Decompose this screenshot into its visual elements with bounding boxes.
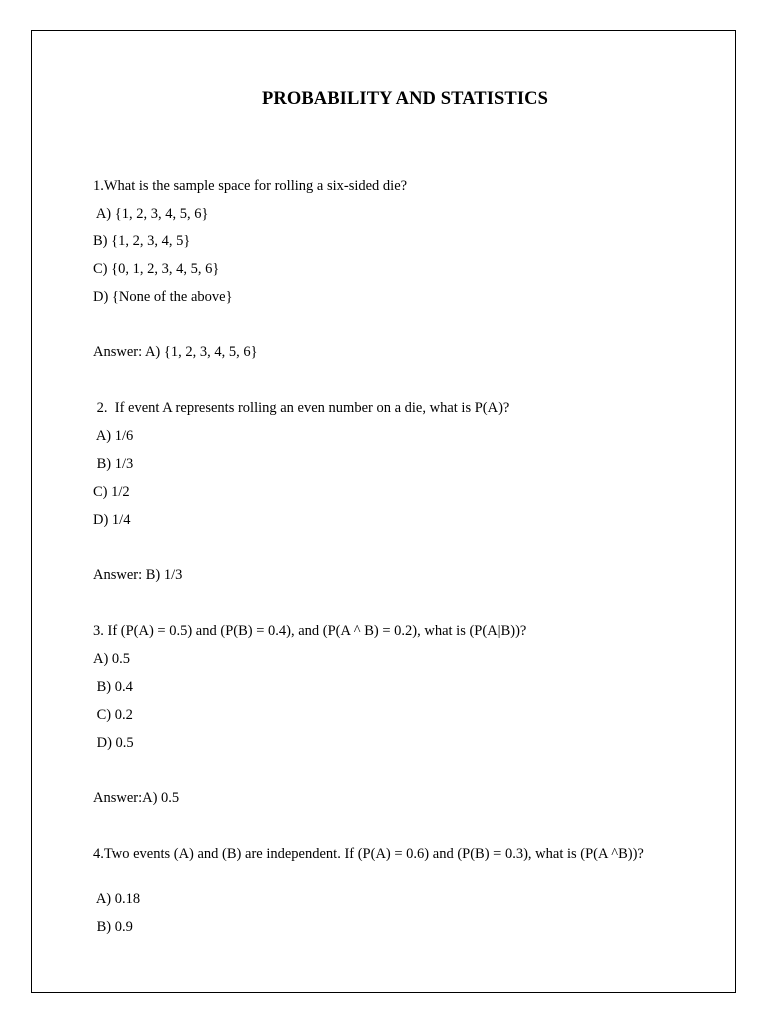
question-3-option-d: D) 0.5 xyxy=(93,735,134,751)
question-4-option-b: B) 0.9 xyxy=(93,919,133,935)
question-2-answer: Answer: B) 1/3 xyxy=(93,567,183,583)
question-2-option-b: B) 1/3 xyxy=(93,456,134,472)
question-3-option-a: A) 0.5 xyxy=(93,651,131,667)
question-4-option-a: A) 0.18 xyxy=(93,891,141,907)
question-1-option-b: B) {1, 2, 3, 4, 5} xyxy=(93,233,191,249)
question-2-option-a: A) 1/6 xyxy=(93,428,134,444)
question-3-option-b: B) 0.4 xyxy=(93,679,133,695)
question-2-text: 2. If event A represents rolling an even number on a die, what is P(A)? xyxy=(93,400,510,416)
question-1-option-c: C) {0, 1, 2, 3, 4, 5, 6} xyxy=(93,261,220,277)
question-1-text: 1.What is the sample space for rolling a six-sided die? xyxy=(93,178,408,194)
question-2-option-d: D) 1/4 xyxy=(93,512,131,528)
question-1-option-d: D) {None of the above} xyxy=(93,289,233,305)
question-4-text: 4.Two events (A) and (B) are independent. If (P(A) = 0.6) and (P(B) = 0.3), what is (P(A ^B))? xyxy=(93,846,644,862)
question-1-option-a: A) {1, 2, 3, 4, 5, 6} xyxy=(93,206,209,222)
question-3-option-c: C) 0.2 xyxy=(93,707,133,723)
document-title: PROBABILITY AND STATISTICS xyxy=(261,89,548,109)
question-1-answer: Answer: A) {1, 2, 3, 4, 5, 6} xyxy=(93,344,258,360)
question-2-option-c: C) 1/2 xyxy=(93,484,130,500)
question-3-text: 3. If (P(A) = 0.5) and (P(B) = 0.4), and (P(A ^ B) = 0.2), what is (P(A|B))? xyxy=(93,623,527,639)
question-3-answer: Answer:A) 0.5 xyxy=(93,790,180,806)
